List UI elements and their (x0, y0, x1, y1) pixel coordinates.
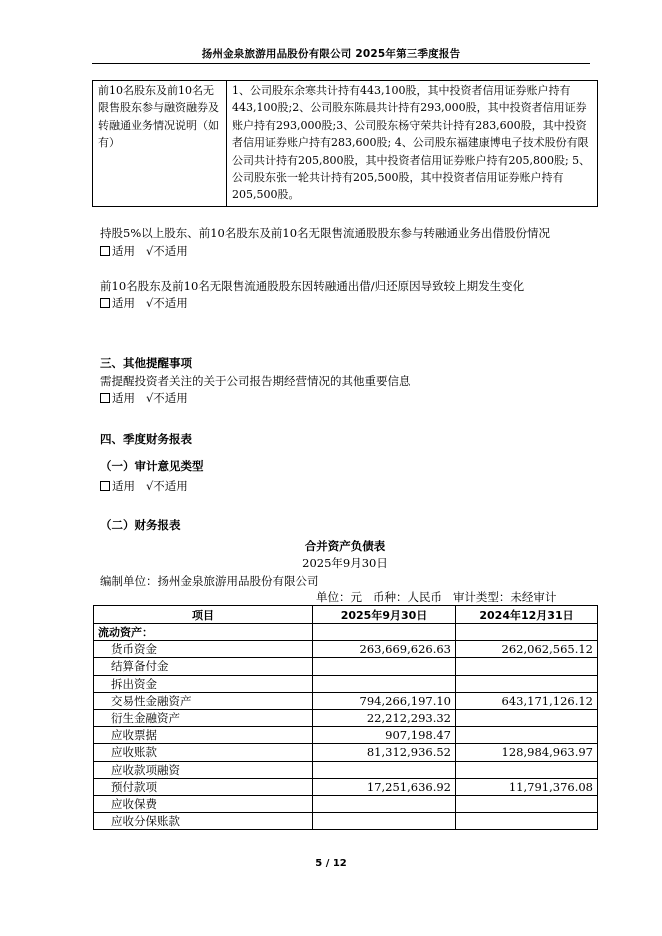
audit-type-label: 审计类型：未经审计 (452, 590, 557, 604)
audit-opinion-title: （一）审计意见类型 (100, 459, 204, 473)
report-header-title: 扬州金泉旅游用品股份有限公司 2025年第三季度报告 (201, 48, 461, 60)
row-name: 预付款项 (94, 778, 313, 795)
preparer-company: 编制单位：扬州金泉旅游用品股份有限公司 (100, 574, 319, 588)
unit-label: 单位：元 (316, 590, 362, 604)
row-value-2025: 907,198.47 (313, 727, 456, 744)
row-value-2025: 81,312,936.52 (313, 744, 456, 761)
currency-label: 币种：人民币 (372, 590, 442, 604)
row-value-2025: 794,266,197.10 (313, 692, 456, 709)
header-item: 项目 (94, 606, 313, 624)
table-row (94, 744, 598, 761)
row-value-2025: 22,212,293.32 (313, 709, 456, 726)
option-applicable: 适用 (112, 296, 135, 310)
header-2024: 2024年12月31日 (456, 606, 598, 624)
table-row (94, 778, 598, 795)
row-name: 衍生金融资产 (94, 709, 313, 726)
page-number: 5 / 12 (315, 858, 347, 869)
row-value-2025 (313, 761, 456, 778)
row-value-2024: 11,791,376.08 (456, 778, 598, 795)
margin-trading-table (92, 80, 598, 207)
row-value-2024 (456, 658, 598, 675)
option-not-applicable: √不适用 (145, 244, 188, 258)
header-divider (92, 63, 590, 64)
table-row (94, 709, 598, 726)
audit-opinion-options (100, 478, 188, 494)
row-value-2025 (313, 675, 456, 692)
row-name: 应收账款 (94, 744, 313, 761)
row-value-2024 (456, 709, 598, 726)
row-name: 结算备付金 (94, 658, 313, 675)
balance-sheet-table (93, 605, 598, 830)
table-row (94, 795, 598, 812)
checkbox-icon (100, 246, 110, 256)
financial-statements-title: （二）财务报表 (100, 518, 181, 532)
table-row (94, 641, 598, 658)
table-row (94, 658, 598, 675)
row-value-2025: 263,669,626.63 (313, 641, 456, 658)
row-name: 应收票据 (94, 727, 313, 744)
row-name: 货币资金 (94, 641, 313, 658)
row-value-2024: 128,984,963.97 (456, 744, 598, 761)
row-value-2024 (456, 795, 598, 812)
margin-trading-content: 1、公司股东余寒共计持有443,100股，其中投资者信用证券账户持有443,100股;2、公司股东陈晨共计持有293,000股，其中投资者信用证券账户持有293,000股;3、公司股东杨守荣共计持有283,600股，其中投资者信用证券账户持有283,600股; 4、公司股东福建康博电子技术股份有限公司共计持有205,800股，其中投资者信用证券账户持有205,800股; 5、公司股东张一轮共计持有205,500股，其中投资者信用证券账户持有205,500股。 (227, 81, 598, 207)
margin-trading-label: 前10名股东及前10名无限售股东参与融资融券及转融通业务情况说明（如有） (93, 81, 227, 207)
option-applicable: 适用 (112, 479, 135, 493)
table-row (94, 727, 598, 744)
table-group-row (94, 624, 598, 641)
group-current-assets: 流动资产： (94, 624, 313, 641)
table-header-row (94, 606, 598, 624)
header-2025: 2025年9月30日 (313, 606, 456, 624)
row-value-2025 (313, 813, 456, 830)
row-name: 拆出资金 (94, 675, 313, 692)
row-value-2025 (313, 795, 456, 812)
section-3-text: 需提醒投资者关注的关于公司报告期经营情况的其他重要信息 (100, 374, 411, 388)
balance-sheet-title: 合并资产负债表 (304, 539, 386, 553)
section-3-options (100, 390, 188, 406)
securities-lending-text: 持股5%以上股东、前10名股东及前10名无限售流通股股东参与转融通业务出借股份情况 (100, 226, 551, 240)
option-applicable: 适用 (112, 244, 135, 258)
securities-change-options (100, 295, 188, 311)
unit-line (316, 589, 556, 605)
table-row (94, 675, 598, 692)
row-value-2025 (313, 658, 456, 675)
option-not-applicable: √不适用 (145, 479, 188, 493)
table-row (94, 692, 598, 709)
option-not-applicable: √不适用 (145, 391, 188, 405)
securities-lending-options (100, 243, 188, 259)
row-name: 应收款项融资 (94, 761, 313, 778)
row-value-2025: 17,251,636.92 (313, 778, 456, 795)
row-value-2024 (456, 727, 598, 744)
option-not-applicable: √不适用 (145, 296, 188, 310)
row-value-2024: 643,171,126.12 (456, 692, 598, 709)
section-4-title: 四、季度财务报表 (100, 432, 192, 446)
checkbox-icon (100, 393, 110, 403)
row-name: 交易性金融资产 (94, 692, 313, 709)
row-name: 应收分保账款 (94, 813, 313, 830)
row-value-2024 (456, 675, 598, 692)
securities-change-text: 前10名股东及前10名无限售流通股股东因转融通出借/归还原因导致较上期发生变化 (100, 279, 525, 293)
row-value-2024: 262,062,565.12 (456, 641, 598, 658)
checkbox-icon (100, 298, 110, 308)
section-3-title: 三、其他提醒事项 (100, 356, 192, 370)
row-value-2024 (456, 761, 598, 778)
table-row (94, 813, 598, 830)
checkbox-icon (100, 481, 110, 491)
table-row (94, 761, 598, 778)
balance-sheet-date: 2025年9月30日 (302, 556, 388, 570)
row-name: 应收保费 (94, 795, 313, 812)
option-applicable: 适用 (112, 391, 135, 405)
row-value-2024 (456, 813, 598, 830)
